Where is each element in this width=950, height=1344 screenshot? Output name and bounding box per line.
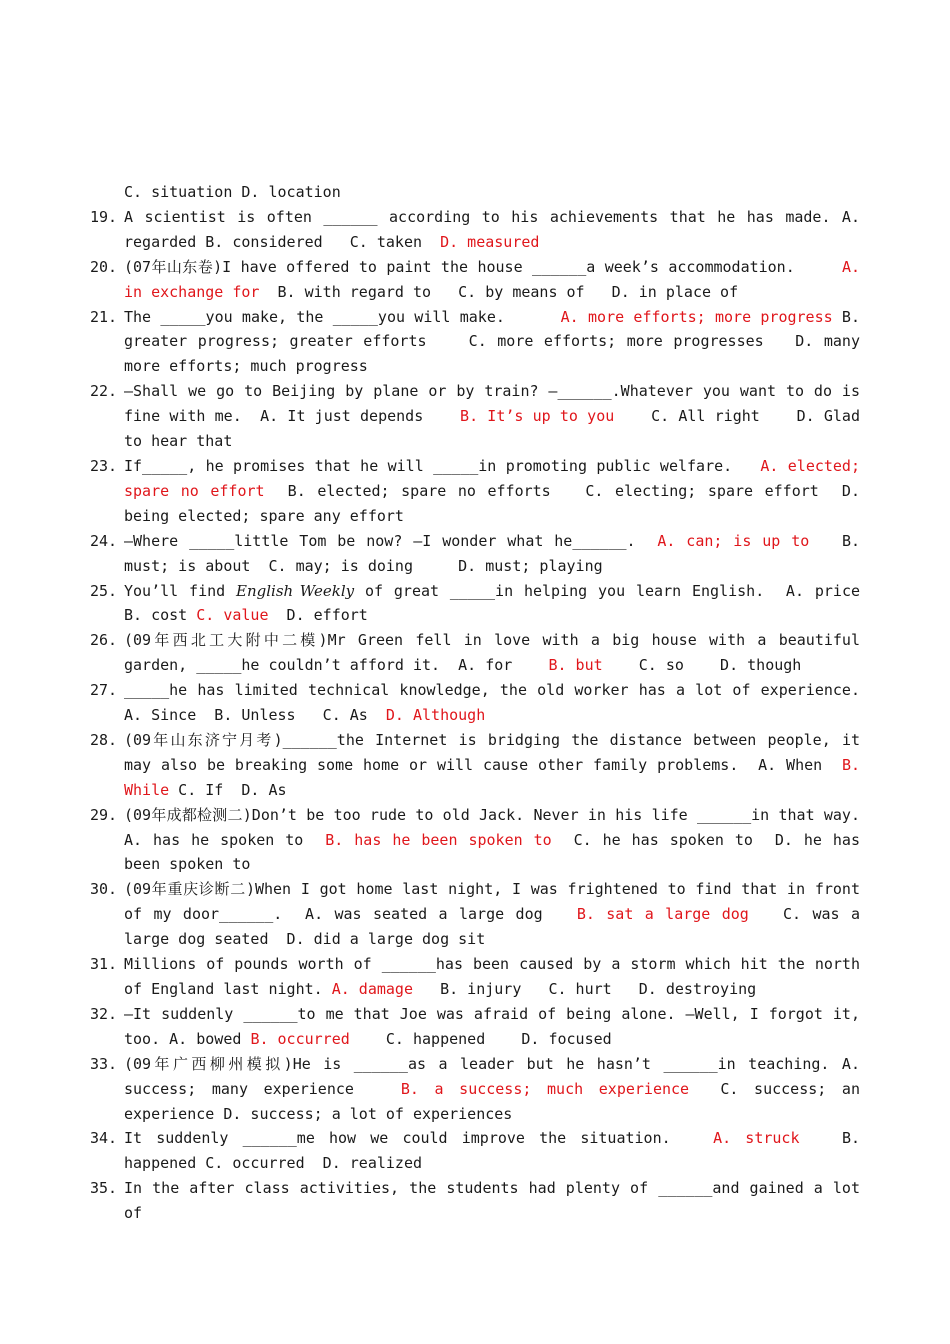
answer-option: B. sat a large dog [576,905,749,924]
question-number: 25. [90,581,118,600]
question-text: _____he has limited technical knowledge, the old worker has a lot of experience. A. Since B. Unless C. As [124,681,870,725]
question-item [90,728,870,803]
answer-option: A. damage [331,980,413,998]
question-item [90,1052,870,1127]
question-text: (09年西北工大附中二模)Mr Green fell in love with a big house with a beautiful garden, _____he couldn’t afford it. A. for [124,631,870,675]
question-number: 21. [90,307,118,326]
question-text: —It suddenly ______to me that Joe was afraid of being alone. —Well, I forgot it, too. A. bowed [124,1004,870,1048]
answer-option: A. in exchange for [124,257,870,301]
question-text: B. with regard to C. by means of D. in place of [259,282,739,301]
answer-option: B. While [124,755,870,799]
question-text: B. elected; spare no efforts C. electing; spare effort D. being elected; spare any effort [124,481,870,525]
question-list [90,180,870,1226]
question-number: 33. [90,1054,118,1073]
question-item [90,579,870,629]
answer-option: A. struck [713,1129,800,1148]
question-text: (09年成都检测二)Don’t be too rude to old Jack. Never in his life ______in that way. A. has he spoken to [124,805,870,849]
question-text: The _____you make, the _____you will make. [124,307,561,326]
italic-title: English Weekly [236,581,355,600]
question-number: 28. [90,730,118,749]
question-text: C. happened D. focused [349,1029,612,1048]
question-item [90,454,870,529]
answer-option: B. It’s up to you [460,407,615,426]
question-text: B. must; is about C. may; is doing D. must; playing [124,531,870,575]
question-text: —Shall we go to Beijing by plane or by train? —______.Whatever you want to do is fine with me. A. It just depends [124,382,870,426]
question-text: B. happened C. occurred D. realized [124,1129,870,1173]
question-item [90,678,870,728]
question-text: C. If D. As [169,780,287,799]
question-text: —Where _____little Tom be now? —I wonder what he______. [124,531,658,550]
question-number: 32. [90,1004,118,1023]
question-item [90,1126,870,1176]
question-number: 23. [90,456,118,475]
question-item [90,305,870,380]
question-text: C. success; an experience D. success; a lot of experiences [124,1079,870,1123]
answer-option: B. has he been spoken to [325,830,552,849]
question-number: 31. [90,955,118,974]
answer-option: B. a success; much experience [400,1079,690,1098]
questions-container [90,205,870,1226]
answer-option: C. value [196,606,269,625]
question-item [90,877,870,952]
question-item [90,205,870,255]
question-text: (09年广西柳州模拟)He is ______as a leader but he hasn’t ______in teaching. A. success; many experience [124,1054,870,1098]
question-text: of great _____in helping you learn English. A. price B. cost [124,581,870,625]
question-number: 19. [90,207,118,226]
question-item [90,628,870,678]
question-item [90,255,870,305]
question-text: Millions of pounds worth of ______has been caused by a storm which hit the north of England last night. [124,955,870,998]
question-text: A scientist is often ______ according to his achievements that he has made. A. regarded B. considered C. taken [124,207,870,251]
question-number: 29. [90,805,118,824]
question-number: 30. [90,880,118,899]
question-item [90,379,870,454]
answer-option: B. occurred [250,1029,350,1048]
answer-option: A. can; is up to [657,531,810,550]
question-text: (07年山东卷)I have offered to paint the house ______a week’s accommodation. [124,257,842,276]
answer-option: B. but [548,656,603,675]
question-text: You’ll find [124,581,237,600]
question-number: 27. [90,681,118,700]
question-number: 24. [90,531,118,550]
question-number: 22. [90,382,118,401]
question-text: D. effort [268,606,368,625]
question-number: 34. [90,1129,118,1148]
continuation-line: C. situation D. location [124,183,341,201]
question-text: B. injury C. hurt D. destroying [413,980,757,998]
question-text: C. All right D. Glad to hear that [124,407,870,451]
question-number: 20. [90,257,118,276]
question-text: C. was a large dog seated D. did a large dog sit [124,905,870,949]
question-text: C. so D. though [602,656,802,675]
answer-option: A. elected; spare no effort [124,456,870,500]
answer-option: D. measured [440,232,540,251]
answer-option: A. more efforts; more progress [560,307,833,326]
question-text: If_____, he promises that he will _____in promoting public welfare. [124,456,761,475]
question-item [90,1002,870,1052]
question-text: C. he has spoken to D. he has been spoken to [124,830,870,874]
question-text: It suddenly ______me how we could improve the situation. [124,1129,714,1148]
question-item [90,1176,870,1226]
question-item [90,529,870,579]
question-number: 35. [90,1179,118,1198]
question-item [90,952,870,1002]
question-text: B. greater progress; greater efforts C. more efforts; more progresses D. many more efforts; much progress [124,307,870,376]
question-item [90,803,870,878]
question-text: (09年山东济宁月考)______the Internet is bridging the distance between people, it may also be breaking some home or will cause other family problems. A. When [124,730,870,774]
answer-option: D. Although [385,706,486,725]
question-text: (09年重庆诊断二)When I got home last night, I was frightened to find that in front of my door______. A. was seated a large dog [124,880,870,924]
question-number: 26. [90,631,118,650]
question-text: In the after class activities, the students had plenty of ______and gained a lot of [124,1179,870,1223]
